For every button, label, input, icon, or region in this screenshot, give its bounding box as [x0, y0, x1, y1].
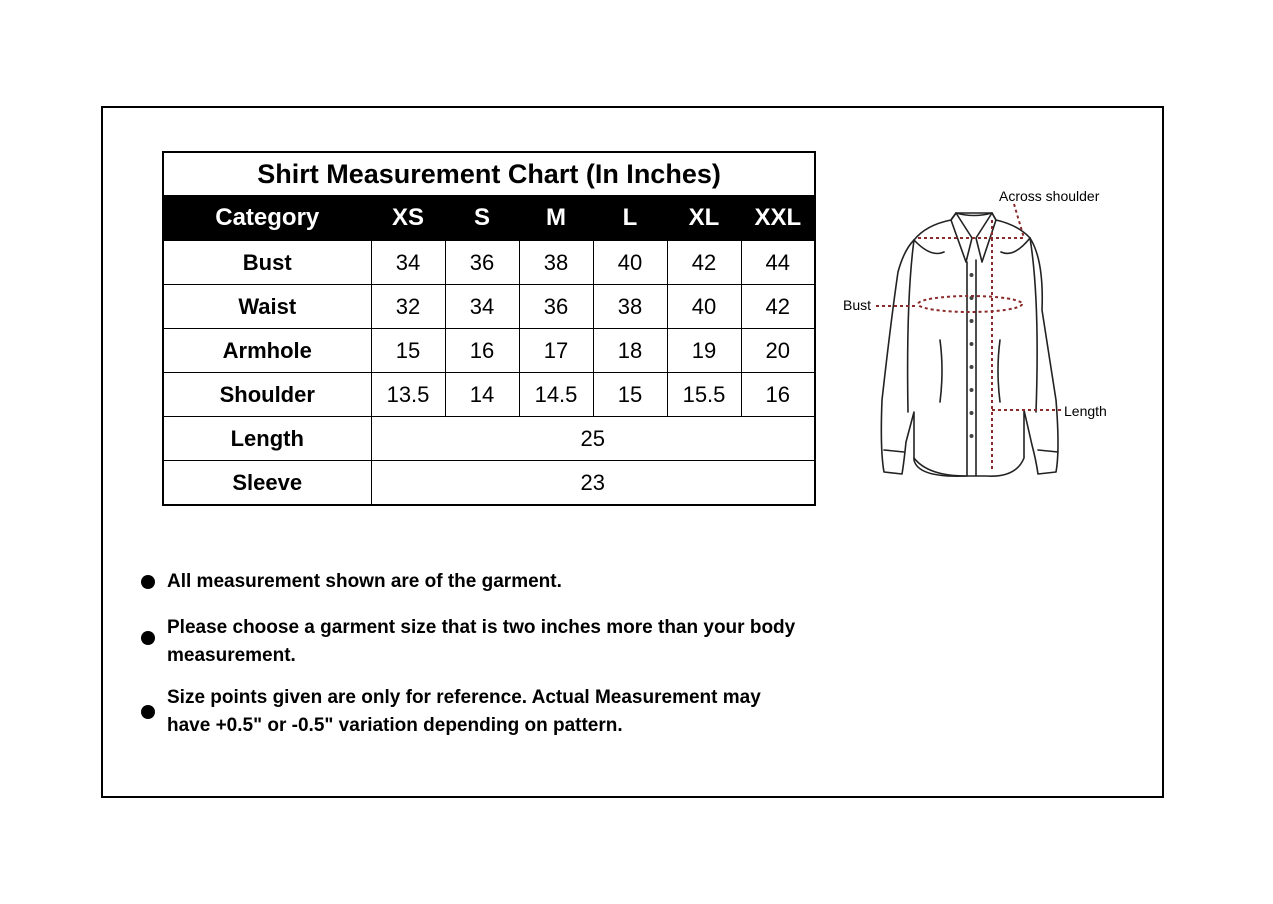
table-cell: 44 [741, 241, 815, 285]
list-item [139, 568, 562, 596]
merged-cell: 23 [371, 461, 815, 506]
table-row [163, 329, 815, 373]
table-cell: 14 [445, 373, 519, 417]
header-category: Category [163, 196, 371, 241]
across-shoulder-label: Across shoulder [999, 188, 1100, 204]
table-row [163, 285, 815, 329]
table-cell: 32 [371, 285, 445, 329]
bullet-icon [141, 705, 155, 719]
row-label: Shoulder [163, 373, 371, 417]
table-cell: 14.5 [519, 373, 593, 417]
list-item [139, 614, 807, 670]
table-cell: 18 [593, 329, 667, 373]
note-text: All measurement shown are of the garment. [167, 571, 562, 592]
table-header-row [163, 196, 815, 241]
table-cell: 19 [667, 329, 741, 373]
shirt-diagram [836, 180, 1126, 490]
header-size-xxl: XXL [741, 196, 815, 241]
list-item [139, 684, 807, 740]
table-cell: 15 [593, 373, 667, 417]
size-chart-table [162, 151, 816, 506]
table-cell: 15.5 [667, 373, 741, 417]
table-cell: 38 [593, 285, 667, 329]
row-label: Length [163, 417, 371, 461]
table-cell: 13.5 [371, 373, 445, 417]
bullet-icon [141, 631, 155, 645]
table-cell: 17 [519, 329, 593, 373]
table-cell: 20 [741, 329, 815, 373]
note-text: Size points given are only for reference. Actual Measurement may have +0.5" or -0.5" variation depending on pattern. [167, 687, 761, 736]
table-cell: 34 [371, 241, 445, 285]
header-size-xs: XS [371, 196, 445, 241]
table-cell: 42 [741, 285, 815, 329]
header-size-m: M [519, 196, 593, 241]
merged-cell: 25 [371, 417, 815, 461]
table-cell: 34 [445, 285, 519, 329]
length-label: Length [1064, 403, 1107, 419]
bust-label: Bust [843, 297, 872, 313]
row-label: Waist [163, 285, 371, 329]
table-row [163, 241, 815, 285]
table-cell: 38 [519, 241, 593, 285]
table-cell: 16 [445, 329, 519, 373]
table-cell: 40 [593, 241, 667, 285]
bullet-icon [141, 575, 155, 589]
header-size-l: L [593, 196, 667, 241]
row-label: Armhole [163, 329, 371, 373]
table-cell: 15 [371, 329, 445, 373]
table-cell: 16 [741, 373, 815, 417]
table-title: Shirt Measurement Chart (In Inches) [163, 152, 815, 196]
table-row [163, 373, 815, 417]
table-row [163, 417, 815, 461]
table-cell: 42 [667, 241, 741, 285]
header-size-s: S [445, 196, 519, 241]
table-cell: 36 [519, 285, 593, 329]
shirt-outline-icon [836, 180, 1126, 490]
row-label: Sleeve [163, 461, 371, 506]
table-row [163, 461, 815, 506]
note-text: Please choose a garment size that is two inches more than your body measurement. [167, 617, 796, 666]
row-label: Bust [163, 241, 371, 285]
table-cell: 36 [445, 241, 519, 285]
header-size-xl: XL [667, 196, 741, 241]
table-cell: 40 [667, 285, 741, 329]
